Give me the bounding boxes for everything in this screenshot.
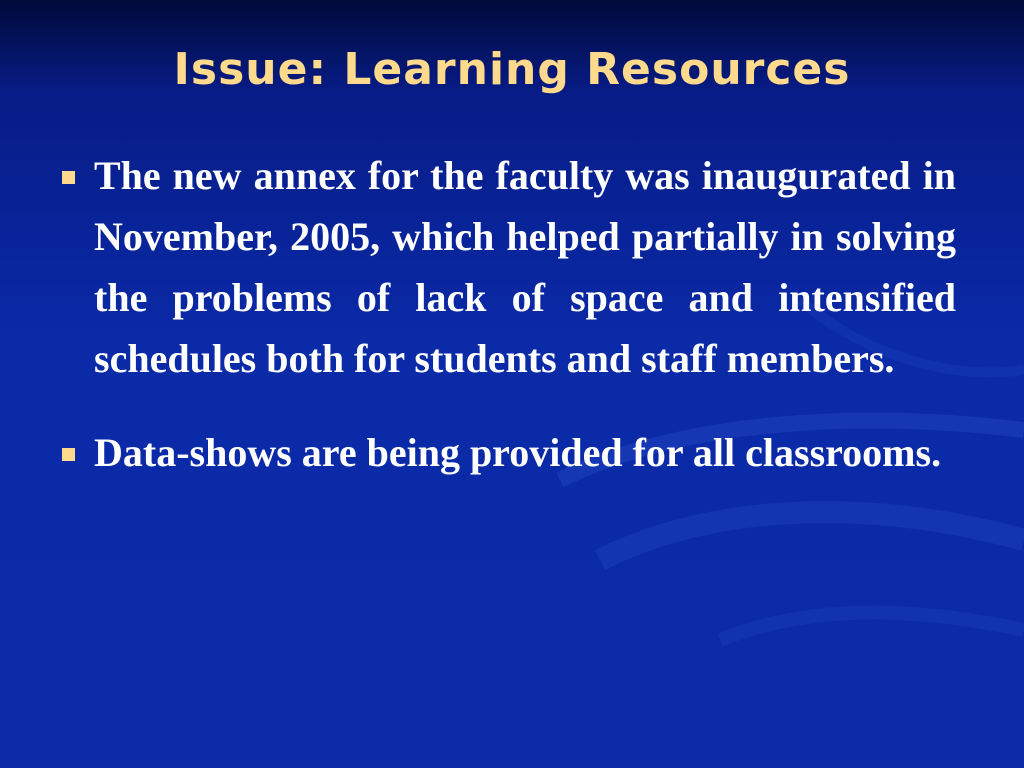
bullet-item	[56, 145, 956, 389]
slide-title: Issue: Learning Resources	[173, 44, 851, 95]
bullet-item	[56, 422, 956, 483]
bullet-text: Data-shows are being provided for all classrooms.	[94, 430, 942, 475]
square-bullet-icon	[62, 171, 75, 184]
bullet-text: The new annex for the faculty was inaugurated in November, 2005, which helped partially in solving the problems of lack of space and intensified schedules both for students and staff members.	[94, 153, 956, 381]
bullet-list	[56, 145, 956, 483]
square-bullet-icon	[62, 448, 75, 461]
